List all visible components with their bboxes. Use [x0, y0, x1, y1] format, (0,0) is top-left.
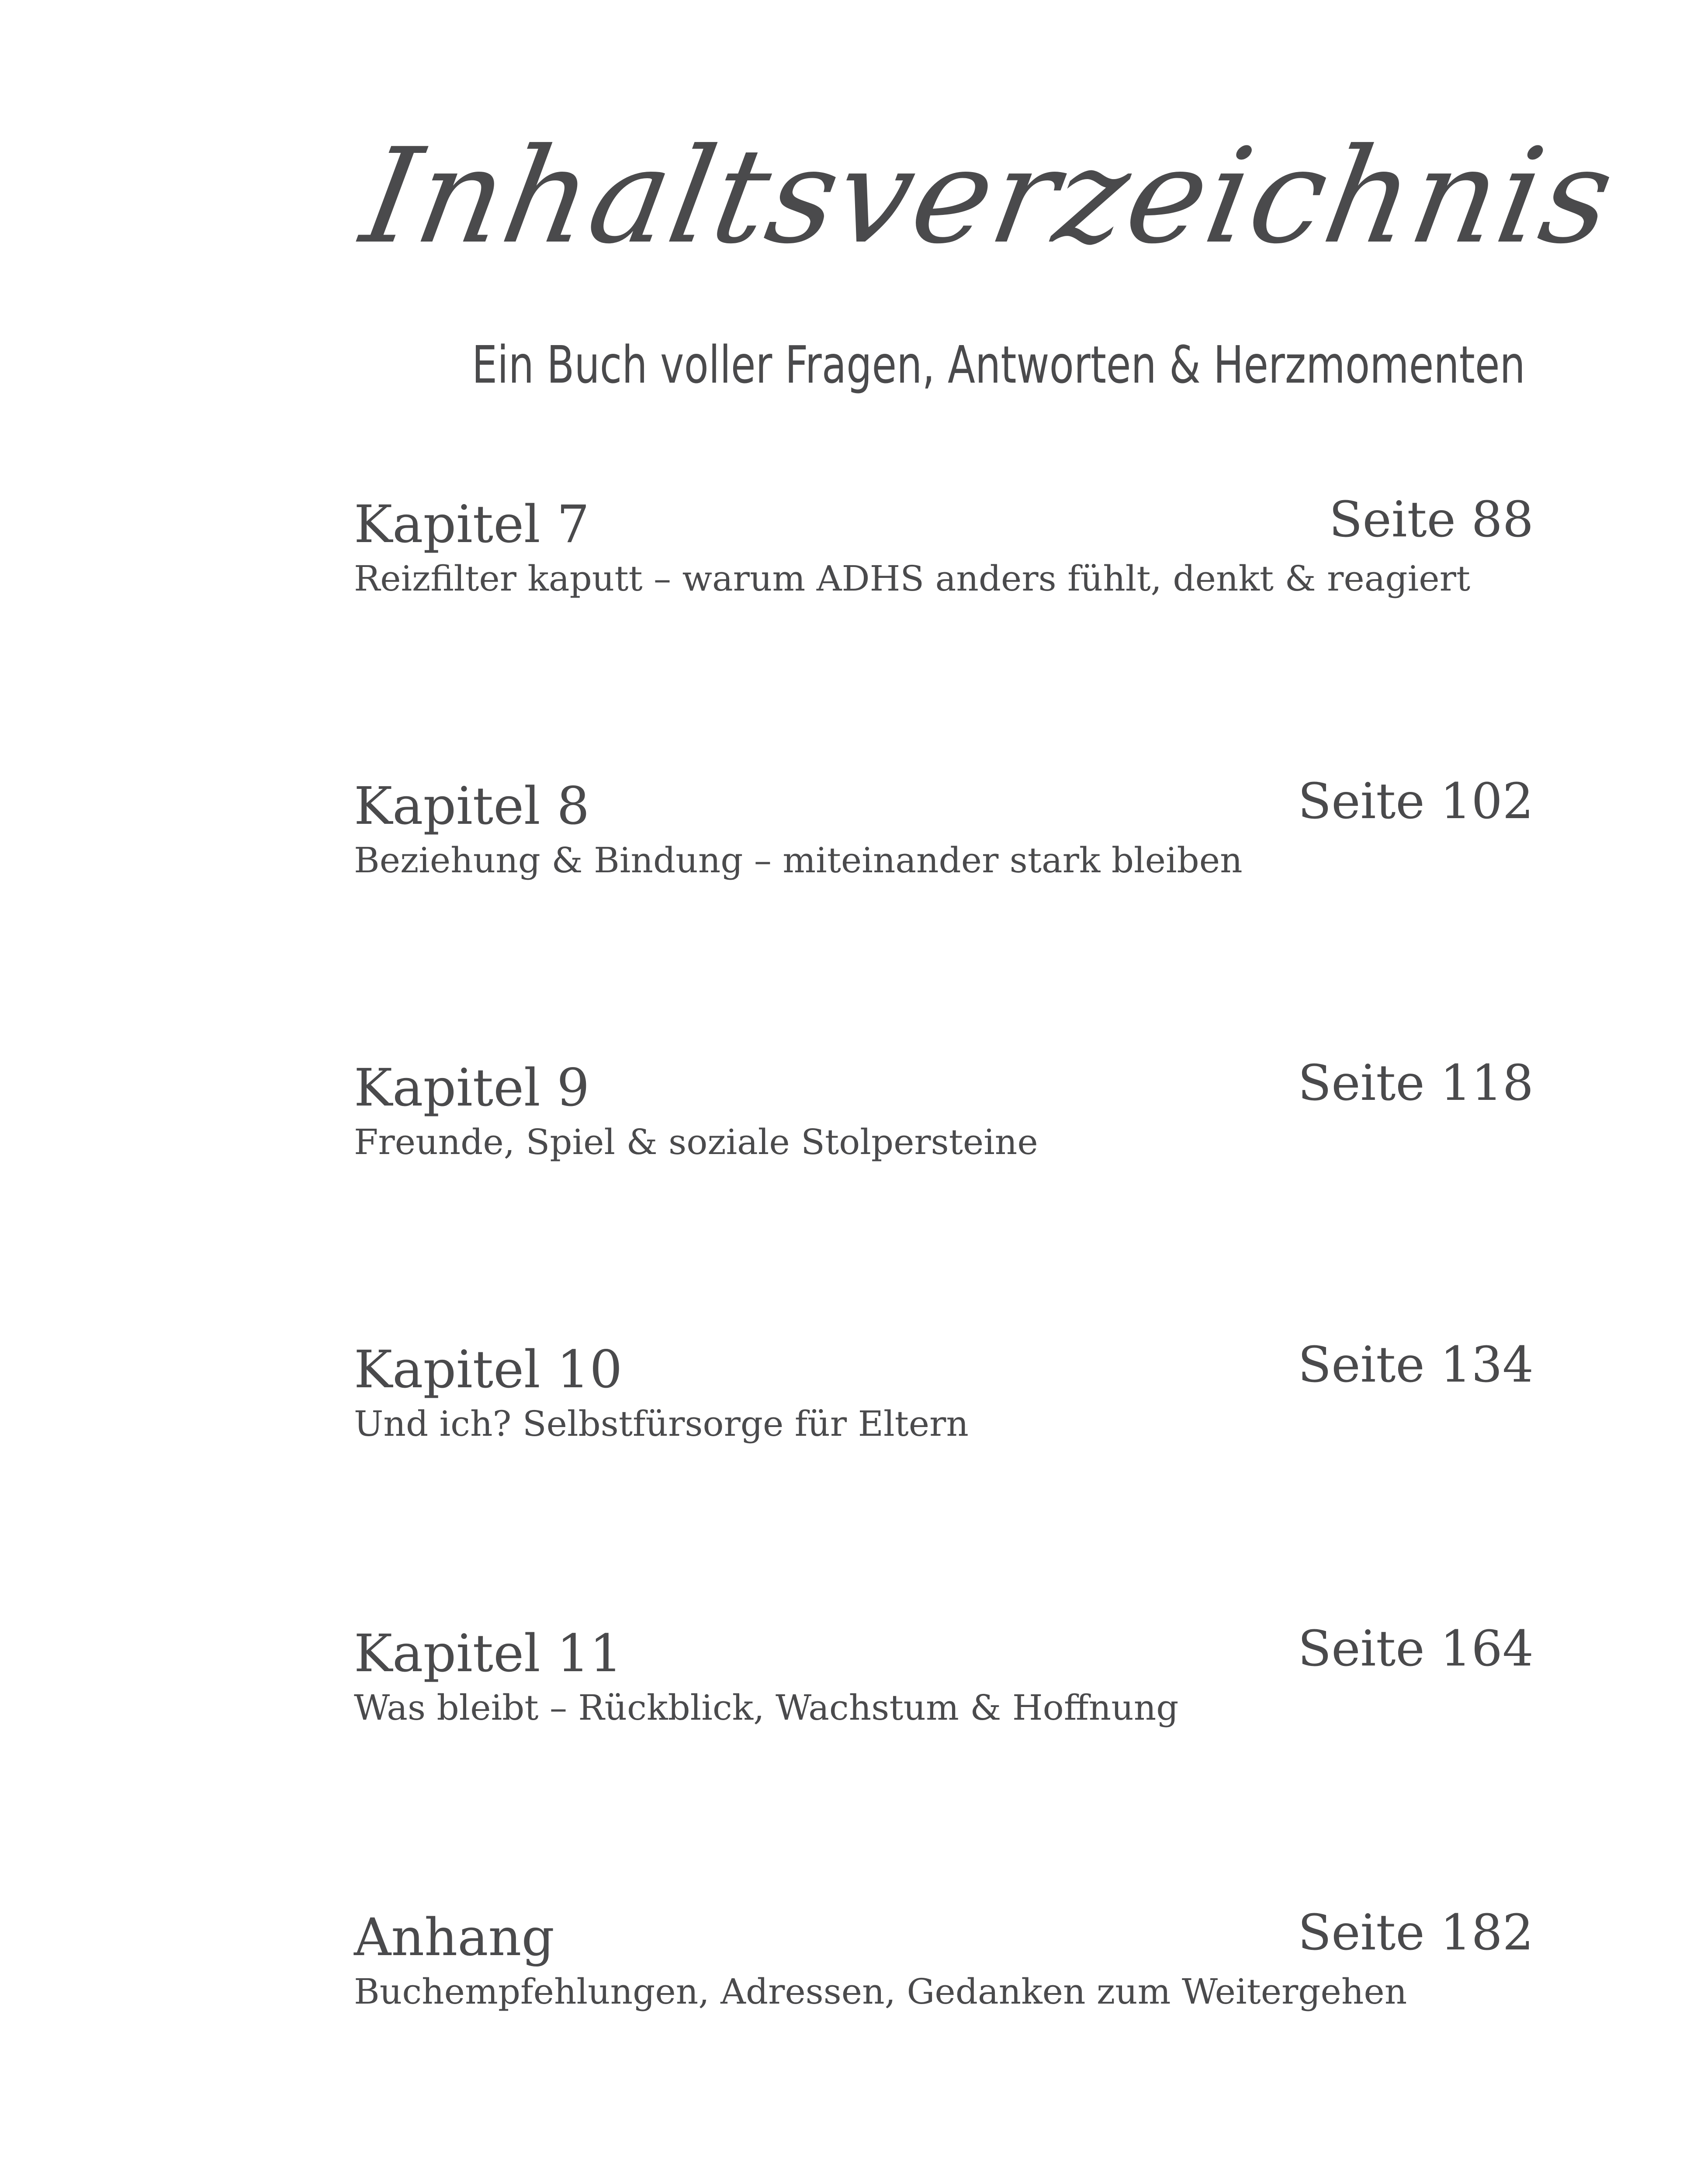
page-subtitle: Ein Buch voller Fragen, Antworten & Herzmomenten — [472, 335, 1525, 395]
page-title: Inhaltsverzeichnis — [352, 120, 1626, 273]
toc-entry-title: Anhang — [354, 1907, 555, 1967]
toc-entry-description: Buchempfehlungen, Adressen, Gedanken zum Weitergehen — [354, 1971, 1407, 2012]
toc-entry-page: Seite 102 — [1298, 773, 1534, 830]
toc-entry — [354, 1339, 1534, 1470]
toc-entry-page: Seite 134 — [1298, 1337, 1534, 1393]
toc-entry-title: Kapitel 11 — [354, 1623, 623, 1683]
toc-entry-page: Seite 164 — [1298, 1621, 1534, 1677]
toc-entry-description: Beziehung & Bindung – miteinander stark bleiben — [354, 840, 1243, 881]
toc-entry — [354, 1623, 1534, 1754]
toc-entry-page: Seite 182 — [1298, 1904, 1534, 1961]
toc-entry-title: Kapitel 7 — [354, 494, 590, 554]
toc-entry-title: Kapitel 9 — [354, 1057, 590, 1118]
toc-entry-description: Freunde, Spiel & soziale Stolpersteine — [354, 1122, 1038, 1162]
toc-entry — [354, 1904, 1534, 2038]
toc-entry-title: Kapitel 10 — [354, 1339, 623, 1400]
toc-entry-title: Kapitel 8 — [354, 776, 590, 836]
toc-entry — [354, 491, 1534, 625]
toc-entry-description: Reizfilter kaputt – warum ADHS anders fühlt, denkt & reagiert — [354, 558, 1470, 599]
toc-entry-page: Seite 118 — [1298, 1055, 1534, 1112]
toc-entry-description: Und ich? Selbstfürsorge für Eltern — [354, 1403, 969, 1444]
toc-entry-description: Was bleibt – Rückblick, Wachstum & Hoffnung — [354, 1687, 1179, 1728]
toc-entry — [354, 775, 1534, 906]
toc-entry — [354, 1057, 1534, 1188]
toc-entry-page: Seite 88 — [1329, 491, 1534, 548]
